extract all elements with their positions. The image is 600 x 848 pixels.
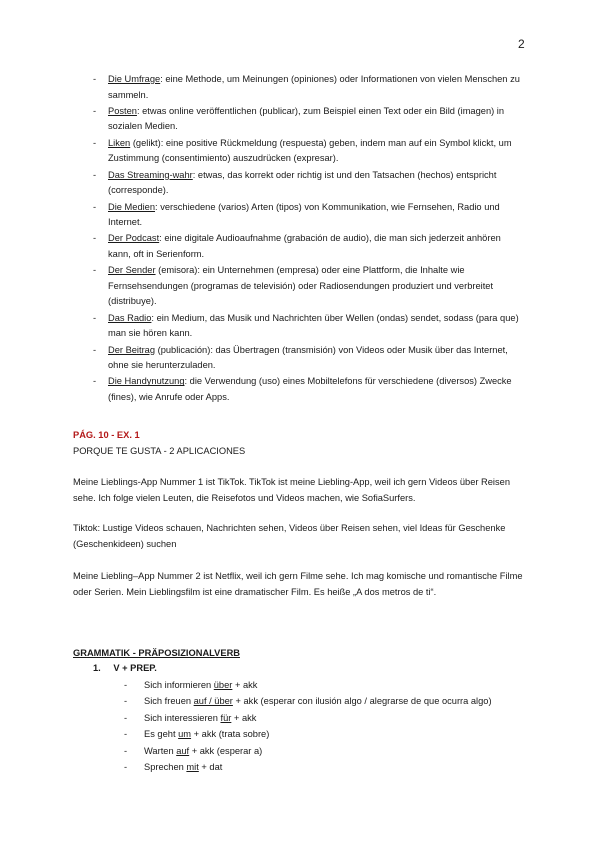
glossary-definition: : etwas online veröffentlichen (publicar), zum Beispiel einen Text oder ein Bild (imagen) in sozialen Medien. — [108, 105, 505, 132]
glossary-list — [93, 72, 523, 406]
glossary-term: Die Handynutzung — [108, 376, 185, 387]
glossary-definition: : eine digitale Audioaufnahme (grabación de audio), die man sich jederzeit anhören kann, oft in Serienform. — [108, 233, 501, 259]
glossary-definition: (publicación): das Übertragen (transmisión) von Videos oder Musik über das Internet, ohne sie herunterzuladen. — [108, 344, 508, 371]
exercise-paragraph: Tiktok: Lustige Videos schauen, Nachrichten sehen, Videos über Reisen sehen, viel Ideas für Geschenke (Geschenkideen) suchen — [73, 523, 506, 549]
case-note: + akk (esperar a) — [189, 745, 263, 756]
prep-verb-item — [124, 727, 544, 743]
dash-bullet: - — [93, 376, 97, 387]
prep-verb-item — [124, 711, 544, 727]
glossary-item — [93, 104, 523, 135]
dash-bullet: - — [93, 74, 97, 84]
verb-text: Sprechen — [144, 761, 187, 772]
prep-verb-item — [124, 744, 544, 760]
glossary-item — [93, 374, 523, 405]
glossary-item — [93, 136, 523, 167]
glossary-definition: (gelikt): eine positive Rückmeldung (respuesta) geben, indem man auf ein Symbol klickt, um Zustimmung (consentimiento) auszudrücken (expresar). — [108, 137, 512, 164]
prep-verb-item — [124, 694, 544, 710]
glossary-term: Das Streaming-wahr — [108, 169, 193, 180]
exercise-section — [73, 428, 533, 459]
verb-text: Sich interessieren — [144, 712, 221, 723]
dash-bullet: - — [93, 201, 97, 212]
grammar-title: GRAMMATIK - PRÄPOSIZIONALVERB — [73, 648, 240, 658]
glossary-item — [93, 231, 523, 262]
glossary-term: Der Beitrag — [108, 344, 156, 355]
verb-text: Warten — [144, 745, 177, 756]
glossary-item — [93, 200, 523, 231]
glossary-item — [93, 263, 523, 310]
dash-bullet: - — [93, 312, 97, 323]
dash-bullet: - — [93, 105, 97, 116]
item-label: V + PREP. — [113, 663, 157, 673]
dash-bullet: - — [124, 729, 128, 740]
dash-bullet: - — [124, 745, 128, 756]
prep-verb-list — [124, 678, 544, 776]
exercise-heading: PÁG. 10 - EX. 1 — [73, 430, 140, 440]
glossary-term: Die Medien — [108, 201, 156, 212]
case-note: + akk (trata sobre) — [191, 729, 270, 740]
glossary-definition: : eine Methode, um Meinungen (opiniones) oder Informationen von vielen Menschen zu sammeln. — [108, 74, 520, 100]
glossary-term: Der Sender — [108, 265, 156, 276]
case-note: + dat — [198, 761, 223, 772]
glossary-term: Das Radio — [108, 312, 152, 323]
verb-text: Sich informieren — [144, 680, 214, 690]
dash-bullet: - — [124, 696, 128, 707]
exercise-paragraph: Meine Liebling–App Nummer 2 ist Netflix, weil ich gern Filme sehe. Ich mag komische und romantische Filme oder Serien. Mein Lieblingsfilm ist eine dramatischer Film. Es heiße „A dos metros de ti“. — [73, 571, 523, 597]
preposition: über — [213, 680, 233, 690]
preposition: auf / über — [193, 696, 233, 707]
glossary-item — [93, 168, 523, 199]
glossary-item — [93, 343, 523, 374]
exercise-subheading: PORQUE TE GUSTA - 2 APLICACIONES — [73, 445, 246, 456]
case-note: + akk — [232, 680, 258, 690]
dash-bullet: - — [124, 761, 128, 772]
prep-verb-item — [124, 760, 544, 776]
glossary-definition: : etwas, das korrekt oder richtig ist und den Tatsachen (hechos) entspricht (corresponde). — [108, 169, 497, 196]
glossary-term: Der Podcast — [108, 233, 160, 244]
case-note: + akk — [231, 712, 257, 723]
prep-verb-item — [124, 678, 544, 694]
glossary-definition: : verschiedene (varios) Arten (tipos) von Kommunikation, wie Fernsehen, Radio und Internet. — [108, 201, 500, 228]
glossary-term: Liken — [108, 137, 131, 148]
case-note: + akk (esperar con ilusión algo / alegrarse de que ocurra algo) — [232, 696, 492, 707]
dash-bullet: - — [124, 712, 128, 723]
glossary-term: Die Umfrage — [108, 74, 161, 84]
grammar-numbered-item — [93, 663, 157, 673]
glossary-term: Posten — [108, 105, 137, 116]
preposition: für — [220, 712, 232, 723]
glossary-definition: : ein Medium, das Musik und Nachrichten über Wellen (ondas) sendet, sodass (para que) man sie hören kann. — [108, 312, 519, 339]
dash-bullet: - — [93, 169, 97, 180]
verb-text: Sich freuen — [144, 696, 194, 707]
glossary-item — [93, 72, 523, 103]
dash-bullet: - — [93, 233, 97, 244]
preposition: auf — [176, 745, 190, 756]
glossary-definition: (emisora): ein Unternehmen (empresa) oder eine Plattform, die Inhalte wie Fernsehsendungen (programas de televisión) oder Radiosendungen produziert und verbreitet (distribuye). — [108, 265, 494, 307]
verb-text: Es geht — [144, 729, 179, 740]
glossary-item — [93, 311, 523, 342]
preposition: mit — [186, 761, 199, 772]
glossary-definition: : die Verwendung (uso) eines Mobiltelefons für verschiedene (diversos) Zwecke (fines), wie Anrufe oder Apps. — [108, 376, 512, 403]
dash-bullet: - — [93, 344, 97, 355]
dash-bullet: - — [93, 137, 97, 148]
dash-bullet: - — [93, 265, 97, 276]
page-number: 2 — [518, 37, 525, 51]
exercise-paragraph: Meine Lieblings-App Nummer 1 ist TikTok. TikTok ist meine Liebling-App, weil ich gern Videos über Reisen sehe. Ich folge vielen Leuten, die Reisefotos und Videos machen, wie SofiaSurfers. — [73, 477, 510, 503]
dash-bullet: - — [124, 680, 128, 690]
preposition: um — [178, 729, 192, 740]
item-number: 1. — [93, 663, 101, 673]
